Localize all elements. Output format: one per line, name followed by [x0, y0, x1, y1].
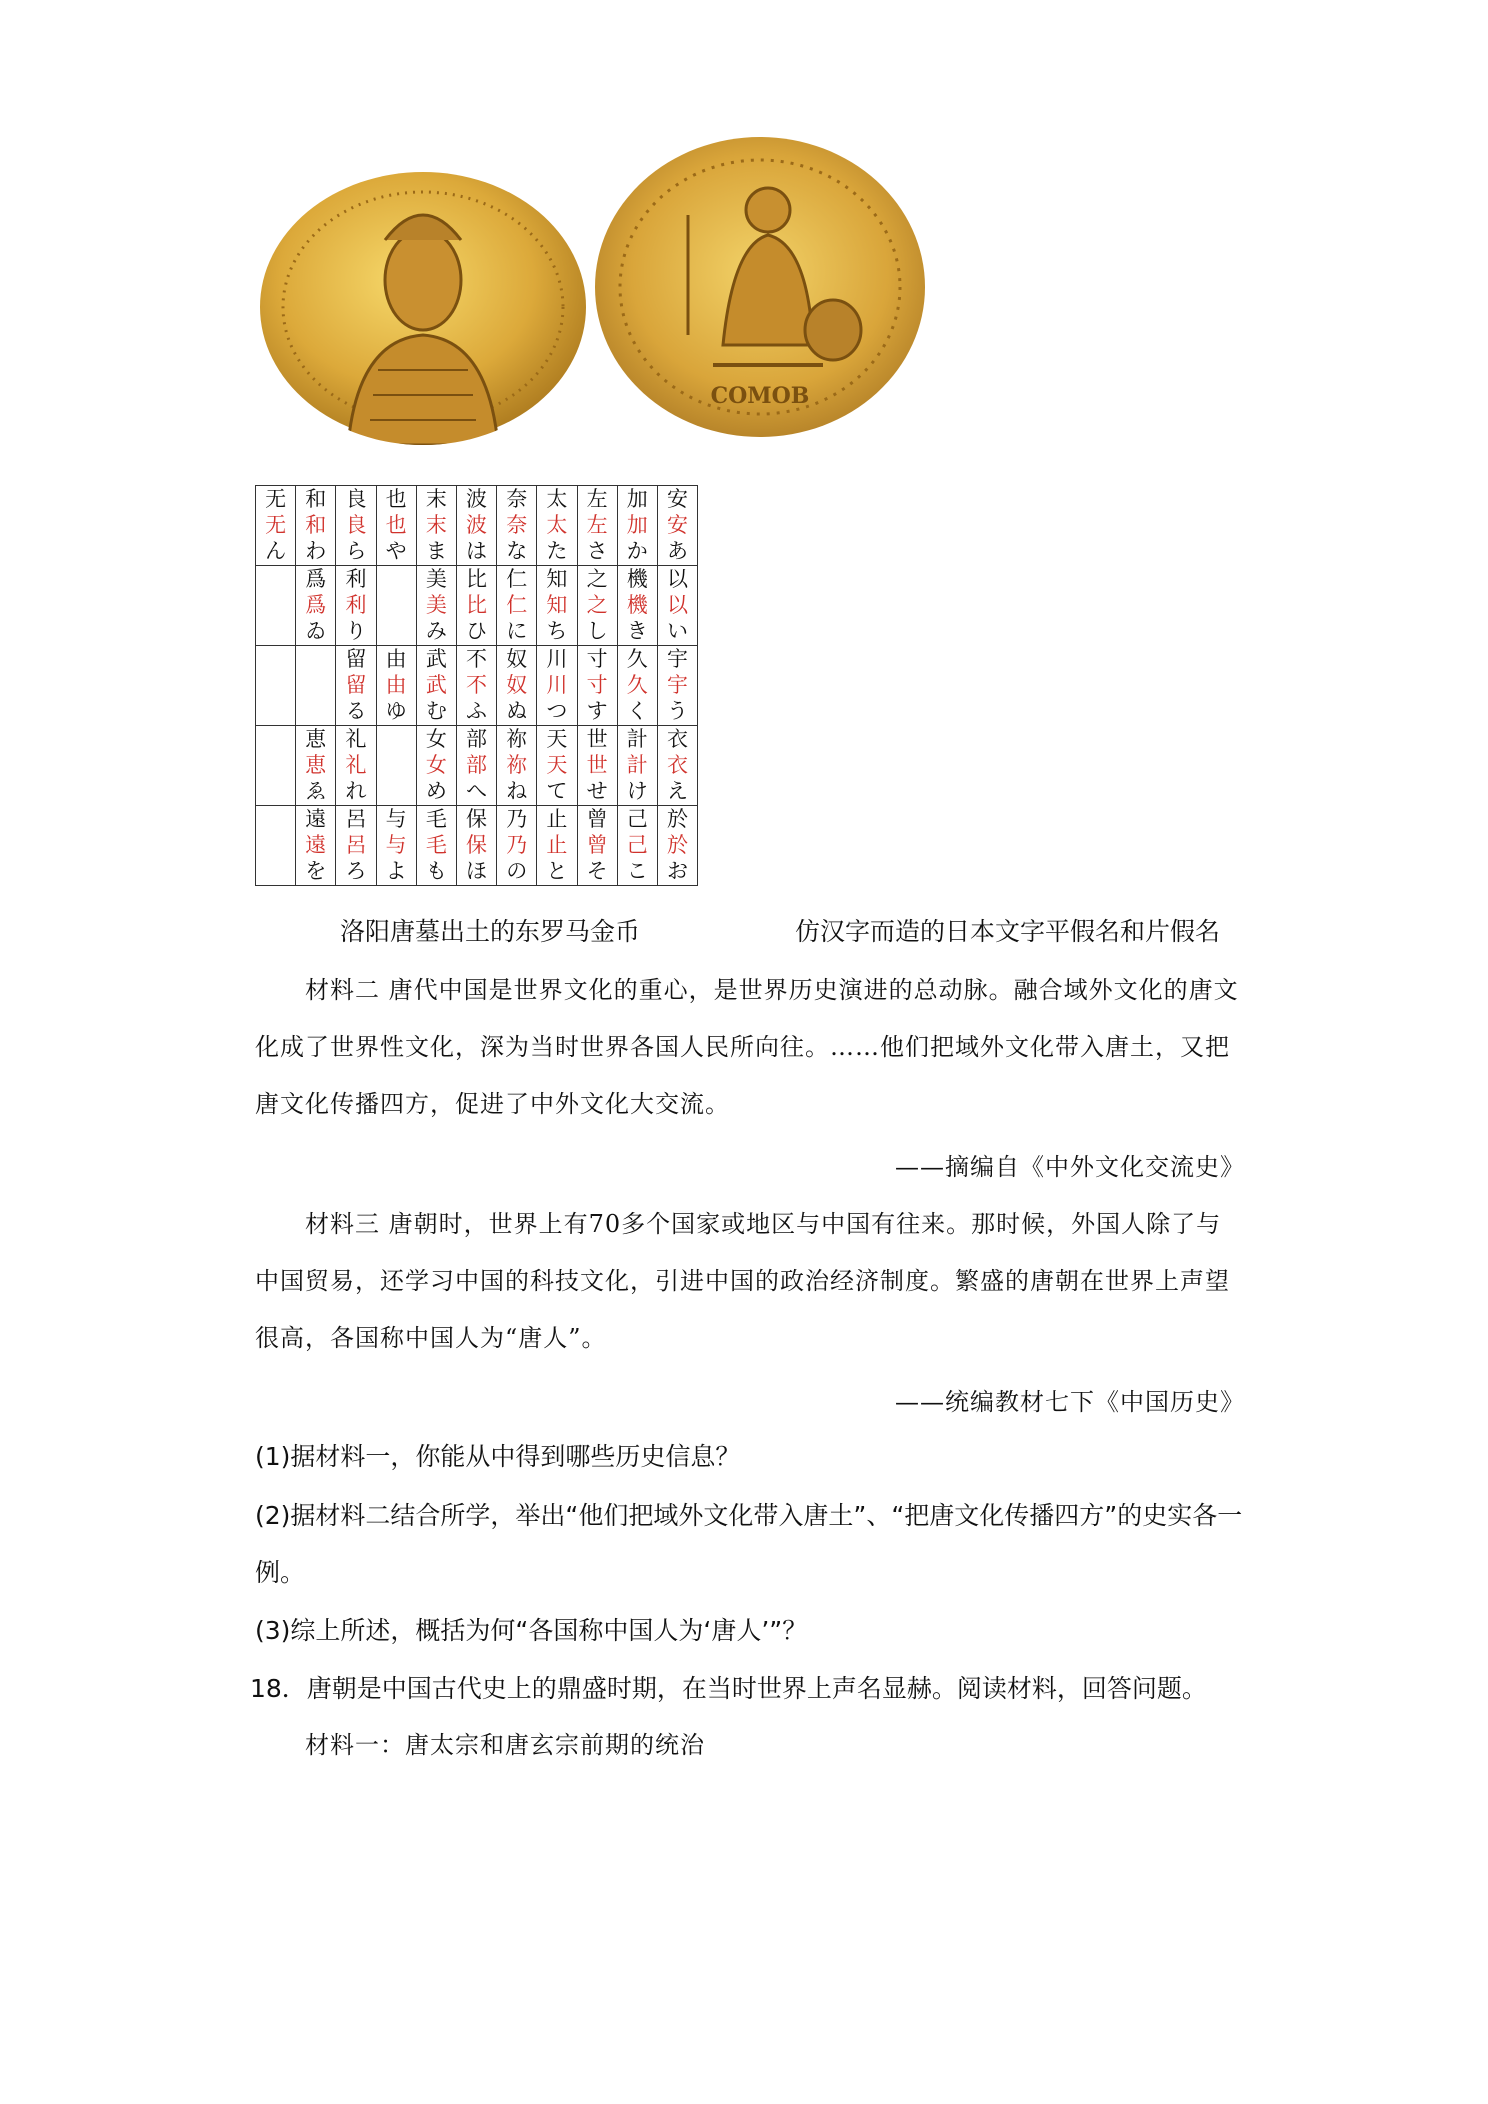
- hiragana: て: [546, 779, 568, 803]
- kanji-source: 部: [466, 727, 488, 751]
- kana-cursive: 左: [586, 513, 608, 537]
- kana-cursive: 太: [546, 513, 568, 537]
- hiragana: あ: [666, 539, 688, 563]
- kanji-source: 美: [425, 567, 447, 591]
- kana-cell: [296, 646, 336, 726]
- kanji-source: 毛: [425, 807, 447, 831]
- kanji-source: 以: [666, 567, 688, 591]
- kana-cursive: 波: [466, 513, 488, 537]
- kana-cell: [497, 806, 537, 886]
- kanji-source: 祢: [506, 727, 528, 751]
- kanji-source: 奈: [506, 487, 528, 511]
- kana-cursive: 曾: [586, 833, 608, 857]
- kanji-source: 加: [626, 487, 648, 511]
- hiragana: る: [345, 699, 367, 723]
- item-18-material-1: 材料一：唐太宗和唐玄宗前期的统治: [305, 1731, 705, 1759]
- kana-cell: [336, 726, 376, 806]
- kana-cursive: 寸: [586, 673, 608, 697]
- hiragana: た: [546, 539, 568, 563]
- hiragana: も: [425, 859, 447, 883]
- kanji-source: 恵: [305, 727, 327, 751]
- kana-cursive: 由: [385, 673, 407, 697]
- kana-cell: [256, 646, 296, 726]
- kanji-source: 与: [385, 807, 407, 831]
- kanji-source: 知: [546, 567, 568, 591]
- item-18-stem: 18．唐朝是中国古代史上的鼎盛时期，在当时世界上声名显赫。阅读材料，回答问题。: [250, 1674, 1207, 1703]
- hiragana: に: [506, 619, 528, 643]
- kana-cursive: 乃: [506, 833, 528, 857]
- kana-cell: [416, 646, 456, 726]
- question-3: (3)综上所述，概括为何“各国称中国人为‘唐人’”？: [255, 1616, 808, 1645]
- kanji-source: 由: [385, 647, 407, 671]
- kana-cell: [497, 646, 537, 726]
- kana-cursive: 和: [305, 513, 327, 537]
- question-1: (1)据材料一，你能从中得到哪些历史信息？: [255, 1442, 741, 1471]
- kana-cell: [336, 566, 376, 646]
- hiragana: む: [425, 699, 447, 723]
- coin-front-image: [258, 170, 588, 445]
- kana-cursive: 爲: [305, 593, 327, 617]
- kana-cursive: 仁: [506, 593, 528, 617]
- kana-cell: [537, 726, 577, 806]
- kanji-source: 末: [425, 487, 447, 511]
- hiragana: せ: [586, 779, 608, 803]
- kanji-source: 武: [425, 647, 447, 671]
- kanji-source: 曾: [586, 807, 608, 831]
- kana-cell: [296, 806, 336, 886]
- kana-cell: [657, 726, 697, 806]
- hiragana: よ: [385, 859, 407, 883]
- kana-cursive: 毛: [425, 833, 447, 857]
- kana-cursive: 世: [586, 753, 608, 777]
- kana-cursive: 衣: [666, 753, 688, 777]
- kana-cell: [456, 726, 496, 806]
- hiragana: す: [586, 699, 608, 723]
- hiragana: み: [425, 619, 447, 643]
- kana-cursive: 不: [466, 673, 488, 697]
- kana-cursive: 恵: [305, 753, 327, 777]
- kanji-source: 奴: [506, 647, 528, 671]
- kanji-source: 留: [345, 647, 367, 671]
- hiragana: ゐ: [305, 619, 327, 643]
- material-3-text: 材料三 唐朝时，世界上有70多个国家或地区与中国有往来。那时候，外国人除了与中国贸易，还学习中国的科技文化，引进中国的政治经济制度。繁盛的唐朝在世界上声望很高，各国称中国人为“唐人”。: [255, 1210, 1230, 1352]
- kana-cell: [456, 566, 496, 646]
- kana-cell: [657, 806, 697, 886]
- kana-cursive: 保: [466, 833, 488, 857]
- kana-cursive: 部: [466, 753, 488, 777]
- kana-cell: [456, 806, 496, 886]
- kanji-source: 於: [666, 807, 688, 831]
- kanji-source: 也: [385, 487, 407, 511]
- kana-cursive: 礼: [345, 753, 367, 777]
- kanji-source: 己: [626, 807, 648, 831]
- kanji-source: 仁: [506, 567, 528, 591]
- hiragana: り: [345, 619, 367, 643]
- kana-row: [256, 806, 698, 886]
- hiragana: い: [666, 619, 688, 643]
- hiragana: ま: [425, 539, 447, 563]
- hiragana: ん: [265, 539, 287, 563]
- kanji-source: 遠: [305, 807, 327, 831]
- kana-cursive: 女: [425, 753, 447, 777]
- kana-cell: [376, 566, 416, 646]
- hiragana: え: [666, 779, 688, 803]
- kana-cell: [416, 566, 456, 646]
- hiragana: わ: [305, 539, 327, 563]
- kana-cursive: 加: [626, 513, 648, 537]
- kana-cell: [256, 486, 296, 566]
- kana-cell: [336, 806, 376, 886]
- kana-cell: [376, 726, 416, 806]
- kana-cell: [416, 806, 456, 886]
- kana-cell: [617, 566, 657, 646]
- kana-cursive: 奴: [506, 673, 528, 697]
- coin-back-icon: [593, 135, 928, 440]
- kana-cursive: 久: [626, 673, 648, 697]
- kana-cursive: 祢: [506, 753, 528, 777]
- kana-table: [255, 485, 698, 886]
- kana-cell: [497, 726, 537, 806]
- kana-cursive: 計: [626, 753, 648, 777]
- hiragana: か: [626, 539, 648, 563]
- kana-cursive: 比: [466, 593, 488, 617]
- kana-cell: [617, 726, 657, 806]
- hiragana: ゆ: [385, 699, 407, 723]
- hiragana: は: [466, 539, 488, 563]
- kana-cursive: 利: [345, 593, 367, 617]
- kana-cursive: 止: [546, 833, 568, 857]
- kana-cursive: 己: [626, 833, 648, 857]
- kana-cursive: 呂: [345, 833, 367, 857]
- kana-cell: [537, 486, 577, 566]
- kana-cell: [336, 646, 376, 726]
- kana-cursive: 於: [666, 833, 688, 857]
- hiragana: の: [506, 859, 528, 883]
- kanji-source: 呂: [345, 807, 367, 831]
- kana-row: [256, 486, 698, 566]
- hiragana: ぬ: [506, 699, 528, 723]
- kanji-source: 和: [305, 487, 327, 511]
- hiragana: ち: [546, 619, 568, 643]
- kana-cursive: 奈: [506, 513, 528, 537]
- kana-cell: [537, 646, 577, 726]
- hiragana: め: [425, 779, 447, 803]
- kanji-source: 爲: [305, 567, 327, 591]
- kana-cell: [336, 486, 376, 566]
- hiragana: と: [546, 859, 568, 883]
- kana-cell: [376, 806, 416, 886]
- hiragana: ゑ: [305, 779, 327, 803]
- kana-cell: [497, 486, 537, 566]
- kanji-source: 不: [466, 647, 488, 671]
- hiragana: し: [586, 619, 608, 643]
- hiragana: つ: [546, 699, 568, 723]
- kanji-source: 世: [586, 727, 608, 751]
- kana-cursive: 留: [345, 673, 367, 697]
- hiragana: れ: [345, 779, 367, 803]
- kanji-source: 波: [466, 487, 488, 511]
- material-2-source: ——摘编自《中外文化交流史》: [895, 1153, 1245, 1181]
- kanji-source: 女: [425, 727, 447, 751]
- kanji-source: 礼: [345, 727, 367, 751]
- kanji-source: 止: [546, 807, 568, 831]
- kana-row: [256, 726, 698, 806]
- coin-front-icon: [258, 170, 588, 445]
- kanji-source: 乃: [506, 807, 528, 831]
- hiragana: く: [626, 699, 648, 723]
- kana-cursive: 天: [546, 753, 568, 777]
- kana-cell: [296, 566, 336, 646]
- kana-cell: [376, 486, 416, 566]
- kana-cell: [577, 726, 617, 806]
- kana-cell: [577, 566, 617, 646]
- kana-cell: [456, 486, 496, 566]
- kana-cell: [577, 486, 617, 566]
- caption-coin: 洛阳唐墓出土的东罗马金币: [340, 917, 641, 946]
- hiragana: う: [666, 699, 688, 723]
- kana-cell: [376, 646, 416, 726]
- hiragana: ね: [506, 779, 528, 803]
- kana-cursive: 之: [586, 593, 608, 617]
- hiragana: さ: [586, 539, 608, 563]
- kanji-source: 安: [666, 487, 688, 511]
- kanji-source: 寸: [586, 647, 608, 671]
- kanji-source: 保: [466, 807, 488, 831]
- coin-back-inscription: COMOB: [710, 383, 810, 409]
- kanji-source: 計: [626, 727, 648, 751]
- kanji-source: 天: [546, 727, 568, 751]
- hiragana: ひ: [466, 619, 488, 643]
- kana-cursive: 无: [265, 513, 287, 537]
- kana-cell: [657, 566, 697, 646]
- kanji-source: 宇: [666, 647, 688, 671]
- kanji-source: 之: [586, 567, 608, 591]
- kana-cell: [416, 486, 456, 566]
- kana-cell: [416, 726, 456, 806]
- kana-cursive: 也: [385, 513, 407, 537]
- kana-cursive: 美: [425, 593, 447, 617]
- kanji-source: 太: [546, 487, 568, 511]
- kana-cell: [657, 646, 697, 726]
- material-2-text: 材料二 唐代中国是世界文化的重心，是世界历史演进的总动脉。融合域外文化的唐文化成了世界性文化，深为当时世界各国人民所向往。……他们把域外文化带入唐土，又把唐文化传播四方，促进了中外文化大交流。: [255, 976, 1239, 1118]
- question-2: (2)据材料二结合所学，举出“他们把域外文化带入唐土”、“把唐文化传播四方”的史实各一例。: [255, 1501, 1243, 1587]
- kana-cursive: 武: [425, 673, 447, 697]
- kanji-source: 衣: [666, 727, 688, 751]
- kana-cell: [296, 486, 336, 566]
- kana-row: [256, 646, 698, 726]
- kana-cursive: 良: [345, 513, 367, 537]
- kana-cell: [617, 646, 657, 726]
- kana-cell: [497, 566, 537, 646]
- kana-cursive: 宇: [666, 673, 688, 697]
- kana-cursive: 機: [626, 593, 648, 617]
- hiragana: ろ: [345, 859, 367, 883]
- kana-cursive: 安: [666, 513, 688, 537]
- hiragana: や: [385, 539, 407, 563]
- hiragana: き: [626, 619, 648, 643]
- kana-cell: [537, 566, 577, 646]
- kana-cell: [456, 646, 496, 726]
- kanji-source: 久: [626, 647, 648, 671]
- kanji-source: 機: [626, 567, 648, 591]
- kana-cursive: 以: [666, 593, 688, 617]
- coin-back-image: [593, 135, 928, 440]
- kanji-source: 无: [265, 487, 287, 511]
- kana-row: [256, 566, 698, 646]
- hiragana: ほ: [466, 859, 488, 883]
- caption-kana: 仿汉字而造的日本文字平假名和片假名: [795, 917, 1221, 946]
- kana-cell: [577, 806, 617, 886]
- hiragana: こ: [626, 859, 648, 883]
- kanji-source: 左: [586, 487, 608, 511]
- hiragana: そ: [586, 859, 608, 883]
- kana-cell: [537, 806, 577, 886]
- kana-cell: [256, 806, 296, 886]
- kana-cursive: 与: [385, 833, 407, 857]
- kanji-source: 比: [466, 567, 488, 591]
- hiragana: ふ: [466, 699, 488, 723]
- kana-cursive: 末: [425, 513, 447, 537]
- kana-cell: [617, 806, 657, 886]
- hiragana: け: [626, 779, 648, 803]
- kanji-source: 川: [546, 647, 568, 671]
- hiragana: お: [666, 859, 688, 883]
- kanji-source: 利: [345, 567, 367, 591]
- kana-cursive: 知: [546, 593, 568, 617]
- hiragana: へ: [466, 779, 488, 803]
- kana-cell: [256, 566, 296, 646]
- hiragana: ら: [345, 539, 367, 563]
- kana-cell: [657, 486, 697, 566]
- kana-cell: [296, 726, 336, 806]
- kanji-source: 良: [345, 487, 367, 511]
- hiragana: な: [506, 539, 528, 563]
- kana-cell: [617, 486, 657, 566]
- hiragana: を: [305, 859, 327, 883]
- kana-cell: [256, 726, 296, 806]
- material-3-source: ——统编教材七下《中国历史》: [895, 1388, 1245, 1416]
- kana-cell: [577, 646, 617, 726]
- kana-cursive: 川: [546, 673, 568, 697]
- kana-cursive: 遠: [305, 833, 327, 857]
